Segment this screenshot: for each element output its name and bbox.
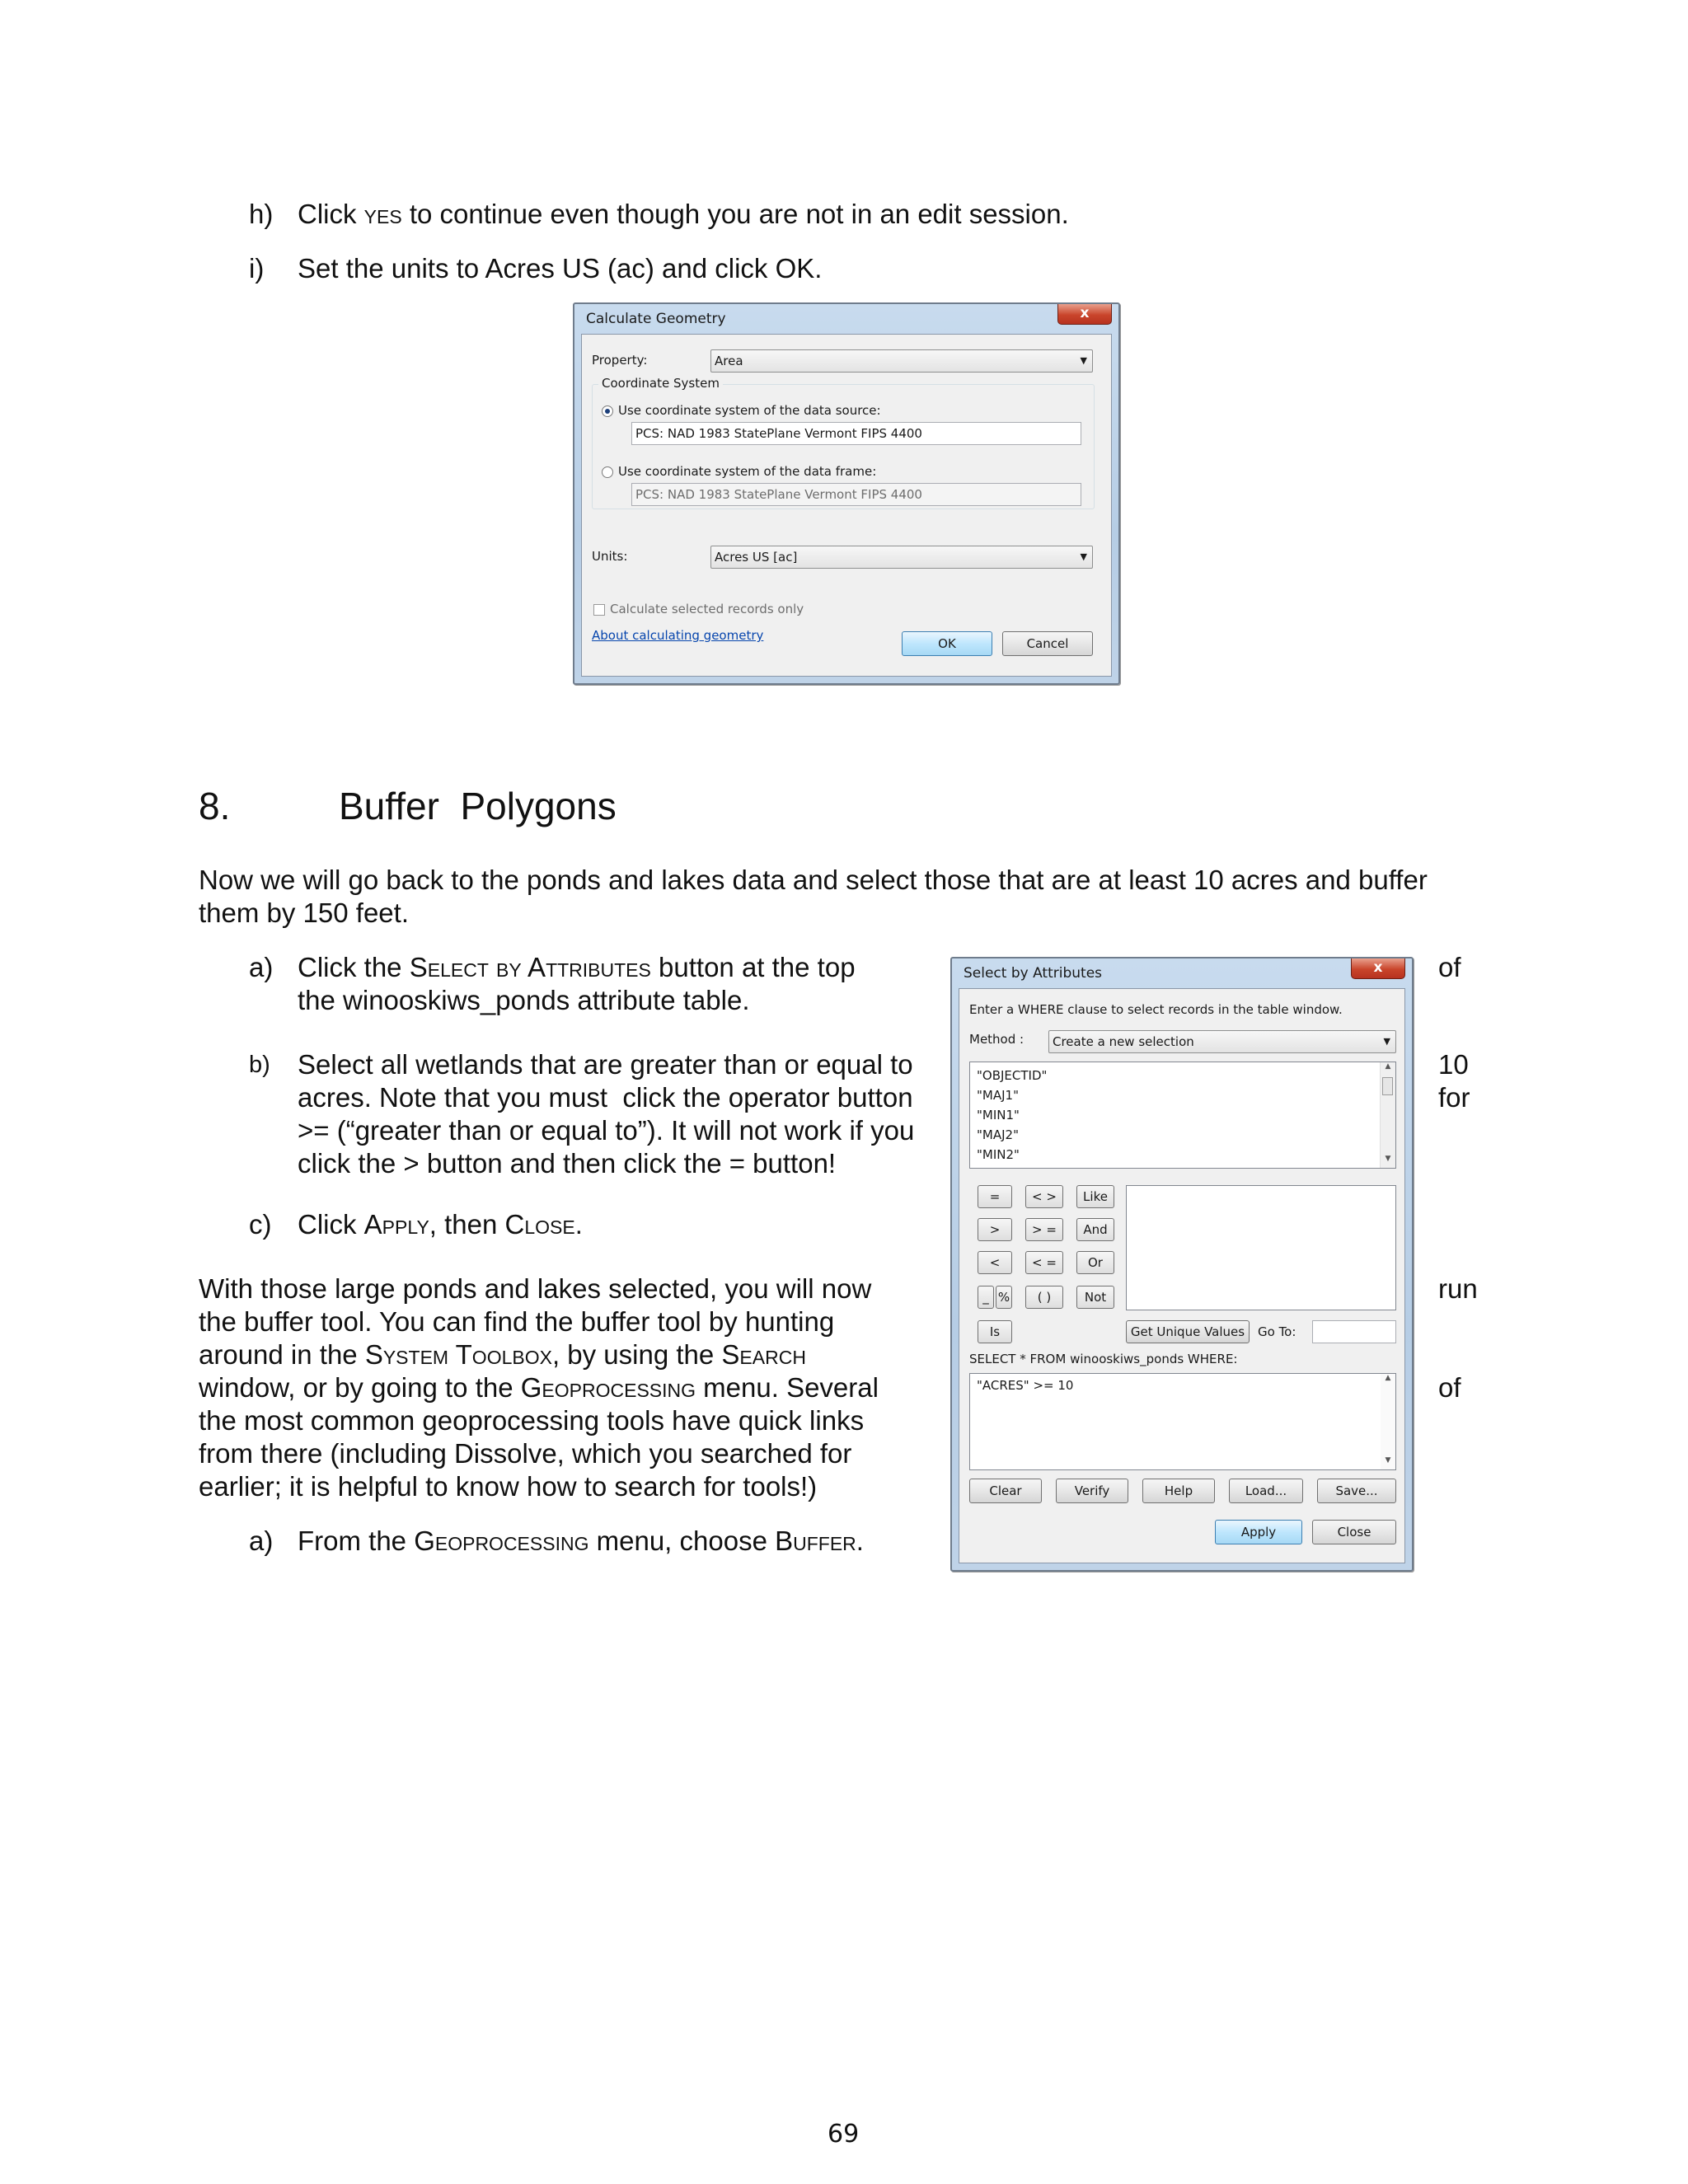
step-text — [298, 1525, 864, 1558]
text-run: menu. Several — [696, 1372, 879, 1403]
step-label: i) — [249, 253, 265, 284]
method-label: Method : — [969, 1032, 1025, 1047]
calculate-geometry-dialog — [573, 302, 1120, 685]
small-caps-term: Apply — [363, 1209, 429, 1240]
wrap-word: of — [1438, 1372, 1461, 1403]
unique-values-list[interactable] — [1126, 1185, 1396, 1310]
step-label: b) — [249, 1052, 270, 1078]
paragraph-line — [199, 1470, 817, 1503]
radio-data-frame-label: Use coordinate system of the data frame: — [618, 464, 877, 479]
small-caps-term: Geoprocessing — [520, 1372, 696, 1403]
step-line — [298, 984, 750, 1017]
where-clause-text: "ACRES" >= 10 — [977, 1378, 1074, 1393]
units-dropdown[interactable] — [710, 546, 1093, 569]
step-label: h) — [249, 199, 274, 229]
operator-equals-button[interactable]: = — [978, 1185, 1012, 1208]
step-line — [298, 1208, 583, 1241]
field-list[interactable] — [969, 1062, 1396, 1169]
units-label: Units: — [592, 549, 628, 564]
text-run: , then — [429, 1209, 505, 1240]
text-run: With those large ponds and lakes selected, you will now — [199, 1273, 872, 1304]
method-value: Create a new selection — [1053, 1034, 1194, 1049]
units-value: Acres US [ac] — [715, 550, 798, 565]
text-run: From the — [298, 1526, 415, 1556]
small-caps-term: Search — [721, 1339, 806, 1370]
text-run: . — [574, 1209, 583, 1240]
about-calculating-geometry-link[interactable]: About calculating geometry — [592, 628, 764, 643]
instruction-text: Enter a WHERE clause to select records in the table window. — [969, 1002, 1343, 1017]
method-dropdown[interactable] — [1048, 1030, 1396, 1053]
ok-button[interactable]: OK — [902, 631, 992, 656]
wrap-word: run — [1438, 1273, 1478, 1304]
small-caps-term: Geoprocessing — [414, 1526, 589, 1556]
radio-data-source-label: Use coordinate system of the data source: — [618, 403, 881, 418]
text-run: >= (“greater than or equal to”). It will not work if you — [298, 1115, 915, 1146]
operator-greater-button[interactable]: > — [978, 1218, 1012, 1241]
text-run: button at the top — [650, 952, 856, 982]
where-scrollbar[interactable] — [1381, 1374, 1395, 1469]
field-list-scrollbar[interactable] — [1380, 1062, 1395, 1168]
text-run: . — [856, 1526, 864, 1556]
paragraph-line — [199, 1305, 834, 1338]
dialog-title: Calculate Geometry — [586, 311, 726, 327]
chevron-down-icon: ▼ — [1080, 551, 1087, 562]
step-text — [298, 252, 822, 285]
operator-not-button[interactable]: Not — [1076, 1286, 1114, 1309]
step-label: a) — [249, 1526, 274, 1556]
field-item[interactable]: "MIN1" — [977, 1108, 1020, 1122]
text-run: the winooskiws_ponds attribute table. — [298, 985, 750, 1015]
step-line — [298, 1081, 913, 1114]
field-item[interactable]: "MAJ2" — [977, 1127, 1019, 1142]
get-unique-values-button[interactable]: Get Unique Values — [1126, 1320, 1250, 1343]
section-number: 8. — [199, 785, 231, 827]
paragraph-line — [199, 1272, 871, 1305]
text-run: click the > button and then click the = button! — [298, 1148, 837, 1179]
intro-paragraph: Now we will go back to the ponds and lakes data and select those that are at least 10 acres and buffer them by 150 feet. — [199, 865, 1428, 928]
text-run: around in the — [199, 1339, 365, 1370]
apply-button[interactable]: Apply — [1215, 1520, 1302, 1544]
step-line — [298, 1114, 914, 1147]
goto-label: Go To: — [1258, 1324, 1296, 1339]
close-button[interactable]: x — [1057, 304, 1112, 325]
save-button[interactable]: Save... — [1317, 1479, 1396, 1503]
operator-not-equal-button[interactable]: < > — [1025, 1185, 1063, 1208]
text-run: menu, choose — [588, 1526, 776, 1556]
scroll-down-icon[interactable]: ▼ — [1385, 1155, 1391, 1163]
frame-pcs-field: PCS: NAD 1983 StatePlane Vermont FIPS 4400 — [631, 483, 1081, 506]
help-button[interactable]: Help — [1142, 1479, 1215, 1503]
step-label: a) — [249, 952, 274, 982]
operator-underscore-button[interactable]: _ — [978, 1286, 994, 1309]
text-run: Set the units to Acres US (ac) and click OK. — [298, 253, 823, 284]
scroll-thumb[interactable] — [1382, 1077, 1393, 1095]
clear-button[interactable]: Clear — [969, 1479, 1042, 1503]
chevron-down-icon: ▼ — [1383, 1036, 1390, 1047]
operator-or-button[interactable]: Or — [1076, 1251, 1114, 1274]
scroll-down-icon[interactable]: ▼ — [1385, 1456, 1391, 1465]
section-title: Buffer Polygons — [339, 785, 617, 827]
step-label: c) — [249, 1209, 272, 1240]
small-caps-term: yes — [363, 199, 402, 229]
text-run: Click — [298, 199, 364, 229]
wrap-word: of — [1438, 952, 1461, 982]
small-caps-term: Buffer — [775, 1526, 856, 1556]
text-run: Click — [298, 1209, 364, 1240]
text-run: the buffer tool. You can find the buffer tool by hunting — [199, 1306, 835, 1337]
radio-data-frame[interactable] — [602, 466, 613, 478]
source-pcs-field: PCS: NAD 1983 StatePlane Vermont FIPS 4400 — [631, 422, 1081, 445]
property-value: Area — [715, 354, 743, 368]
verify-button[interactable]: Verify — [1056, 1479, 1128, 1503]
step-text — [298, 198, 1069, 231]
chevron-down-icon: ▼ — [1080, 355, 1087, 366]
step-line — [298, 1147, 836, 1180]
step-line — [298, 951, 856, 984]
small-caps-term: System Toolbox — [364, 1339, 552, 1370]
operator-less-button[interactable]: < — [978, 1251, 1012, 1274]
property-dropdown[interactable] — [710, 349, 1093, 373]
field-item[interactable]: "OBJECTID" — [977, 1068, 1048, 1083]
text-run: acres. Note that you must click the operator button — [298, 1082, 913, 1113]
text-run: , by using the — [551, 1339, 722, 1370]
scroll-up-icon[interactable]: ▲ — [1385, 1062, 1391, 1071]
wrap-word: for — [1438, 1082, 1470, 1113]
close-button[interactable]: x — [1351, 958, 1405, 979]
dialog-title: Select by Attributes — [964, 965, 1103, 982]
text-run: window, or by going to the — [199, 1372, 521, 1403]
field-item[interactable]: "MAJ1" — [977, 1088, 1019, 1103]
operator-parentheses-button[interactable]: ( ) — [1025, 1286, 1063, 1309]
paragraph-line — [199, 1338, 806, 1371]
selected-only-checkbox[interactable] — [593, 604, 605, 616]
scroll-up-icon[interactable]: ▲ — [1385, 1374, 1391, 1382]
select-from-label: SELECT * FROM winooskiws_ponds WHERE: — [969, 1352, 1238, 1366]
small-caps-term: Select by Attributes — [409, 952, 651, 982]
property-label: Property: — [592, 353, 648, 368]
field-item[interactable]: "MIN2" — [977, 1147, 1020, 1162]
operator-is-button[interactable]: Is — [978, 1320, 1012, 1343]
paragraph-line — [199, 1437, 851, 1470]
text-run: Click the — [298, 952, 410, 982]
radio-data-source[interactable] — [602, 405, 613, 417]
text-run: Select all wetlands that are greater than or equal to — [298, 1049, 913, 1080]
page-number: 69 — [828, 2120, 860, 2149]
text-run: to continue even though you are not in an edit session. — [401, 199, 1069, 229]
operator-like-button[interactable]: Like — [1076, 1185, 1114, 1208]
operator-and-button[interactable]: And — [1076, 1218, 1114, 1241]
dialog-body — [959, 988, 1405, 1563]
select-by-attributes-dialog — [950, 957, 1414, 1572]
text-run: the most common geoprocessing tools have quick links — [199, 1405, 865, 1436]
dialog-body — [581, 334, 1112, 677]
where-clause-box[interactable] — [969, 1373, 1396, 1470]
cancel-button[interactable]: Cancel — [1002, 631, 1093, 656]
paragraph-line — [199, 1404, 864, 1437]
selected-only-label: Calculate selected records only — [610, 602, 804, 616]
operator-percent-button[interactable]: % — [996, 1286, 1012, 1309]
operator-greater-equal-button[interactable]: > = — [1025, 1218, 1063, 1241]
coordinate-system-label: Coordinate System — [598, 376, 723, 391]
operator-less-equal-button[interactable]: < = — [1025, 1251, 1063, 1274]
paragraph-line — [199, 1371, 879, 1404]
text-run: earlier; it is helpful to know how to search for tools!) — [199, 1471, 818, 1502]
step-line — [298, 1048, 913, 1081]
load-button[interactable]: Load... — [1229, 1479, 1303, 1503]
close-dialog-button[interactable]: Close — [1312, 1520, 1396, 1544]
wrap-word: 10 — [1438, 1049, 1469, 1080]
text-run: from there (including Dissolve, which you searched for — [199, 1438, 852, 1469]
goto-input[interactable] — [1312, 1320, 1396, 1343]
small-caps-term: Close — [504, 1209, 575, 1240]
